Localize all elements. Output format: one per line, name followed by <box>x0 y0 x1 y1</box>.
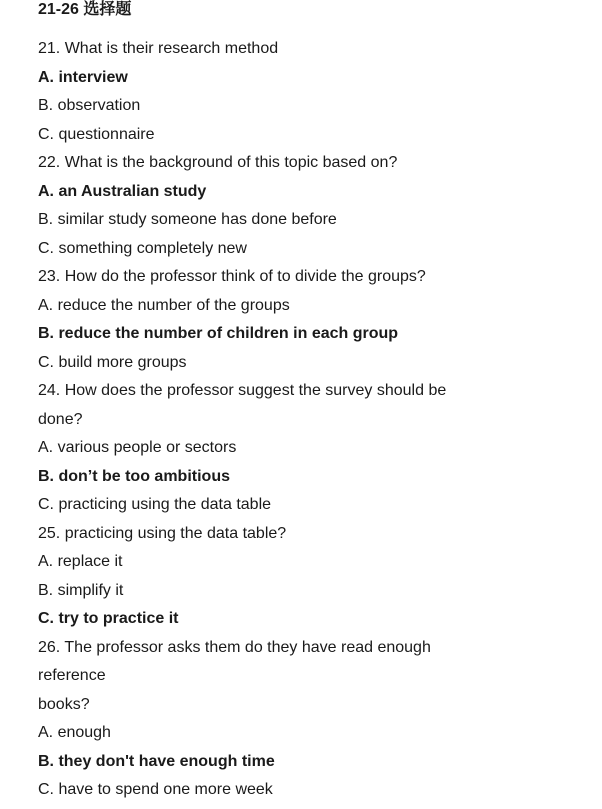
question-text: 23. How do the professor think of to divide the groups? <box>38 268 426 285</box>
question-text: 22. What is the background of this topic based on? <box>38 154 398 171</box>
answer-option-correct: C. try to practice it <box>38 610 179 627</box>
text-line: A. enough <box>38 724 111 741</box>
question-text: 24. How does the professor suggest the survey should be <box>38 382 447 399</box>
text-line: A. reduce the number of the groups <box>38 296 290 314</box>
question-text: 25. practicing using the data table? <box>38 524 287 542</box>
answer-option-correct: A. interview <box>38 68 128 86</box>
text-line: A. replace it <box>38 553 123 570</box>
text-line: B. simplify it <box>38 581 124 599</box>
question-text: 26. The professor asks them do they have read enough <box>38 638 431 656</box>
text-line: books? <box>38 695 90 713</box>
answer-option-correct: B. reduce the number of children in each group <box>38 325 399 342</box>
text-line: done? <box>38 410 83 428</box>
text-line: C. something completely new <box>38 239 247 257</box>
text-line: B. observation <box>38 97 141 114</box>
text-line: C. questionnaire <box>38 125 155 143</box>
text-line: C. have to spend one more week <box>38 781 273 798</box>
text-line: C. build more groups <box>38 353 187 371</box>
text-line: B. similar study someone has done before <box>38 211 337 228</box>
text-line: reference <box>38 667 106 684</box>
answer-option-correct: B. they don't have enough time <box>38 752 275 770</box>
answer-option-correct: A. an Australian study <box>38 182 207 200</box>
question-text: 21. What is their research method <box>38 40 279 57</box>
text-line: C. practicing using the data table <box>38 496 272 513</box>
text-line: A. various people or sectors <box>38 439 237 456</box>
section-header: 21-26 选择题 <box>38 1 132 18</box>
question-list <box>38 35 578 805</box>
answer-option-correct: B. don’t be too ambitious <box>38 467 230 485</box>
